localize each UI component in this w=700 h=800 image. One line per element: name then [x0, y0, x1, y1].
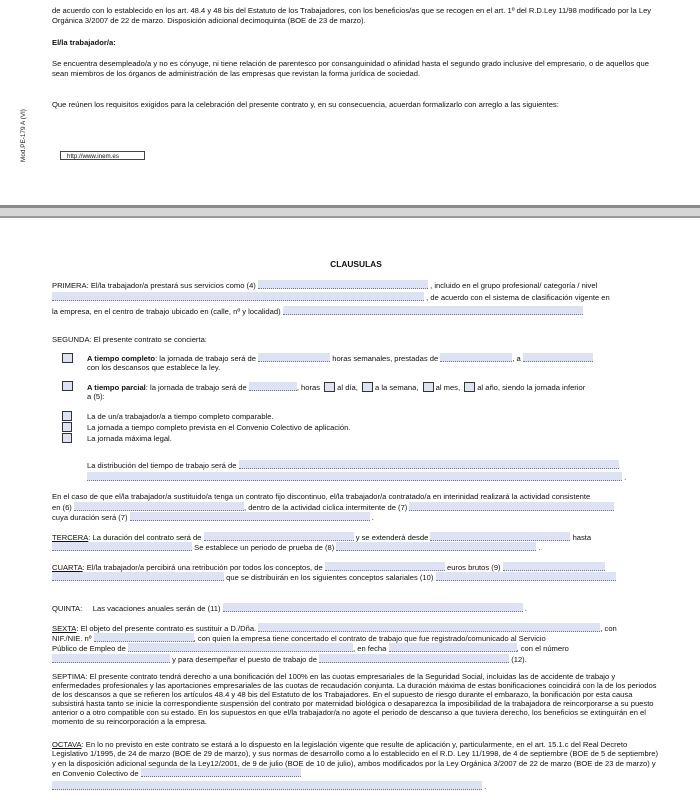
octava-convenio-field-2[interactable]: [52, 781, 482, 790]
parcial-checkbox[interactable]: [62, 381, 73, 391]
primera-line2: [52, 292, 660, 303]
fijo-line3-text: cuya duración será (7): [52, 513, 128, 522]
octava-line-end: .: [52, 781, 660, 792]
fijo-line2-mid: , dentro de la actividad cíclica intermitente de (7): [243, 503, 408, 512]
segunda-head: SEGUNDA: El presente contrato se concierta:: [52, 335, 207, 344]
distribucion-line: [87, 460, 660, 471]
page-top: [0, 0, 700, 205]
fijo-line2-text: en (6): [52, 503, 72, 512]
fijo-cycle-field[interactable]: [409, 502, 614, 511]
sexta-fecha: , en fecha: [353, 644, 387, 653]
cuarta-line2-text: que se distribuirán en los siguientes conceptos salariales (10): [226, 573, 434, 582]
primera-text: PRIMERA: El/la trabajador/a prestará sus servicios como (4): [52, 281, 256, 290]
primera-text-end: , incluido en el grupo profesional/ categoría / nivel: [430, 281, 598, 290]
primera-job-field[interactable]: [258, 280, 428, 289]
opt-ano: al año, siendo la jornada inferior: [477, 383, 586, 392]
opt2-label: La jornada a tiempo completo prevista en el Convenio Colectivo de aplicación.: [87, 423, 351, 432]
completo-hours-field[interactable]: [258, 353, 330, 362]
fijo-line1: En el caso de que el/la trabajador/a sustituido/a tenga un contrato fijo discontinuo, el/la trabajador/a contratado/a en interinidad realizará la actividad consistente: [52, 492, 591, 501]
cuarta-line: [52, 562, 660, 573]
fijo-line2: [52, 502, 660, 513]
sexta-line4-mid: y para desempeñar el puesto de trabajo de: [172, 655, 317, 664]
sexta-date-field[interactable]: [389, 643, 517, 652]
completo-checkbox[interactable]: [62, 353, 73, 363]
opt3-label: La jornada máxima legal.: [87, 434, 172, 443]
cuarta-text: : El/la trabajador/a percibirá una retribución por todos los conceptos, de: [82, 563, 323, 572]
parcial-label: A tiempo parcial: [87, 383, 146, 392]
website-link[interactable]: http://www.inem.es: [60, 151, 145, 160]
primera-line2-text: , de acuerdo con el sistema de clasificación vigente en: [426, 293, 610, 302]
sexta-label: SEXTA: [52, 624, 77, 633]
sexta-name-field[interactable]: [258, 623, 600, 632]
quinta-line: QUINTA: Las vacaciones anuales serán de (11) .: [52, 604, 527, 613]
page-clauses: [0, 218, 700, 800]
octava-paragraph: [52, 740, 660, 779]
primera-line3: [52, 306, 660, 317]
dia-checkbox[interactable]: [324, 382, 335, 392]
sexta-line3: [52, 643, 660, 654]
opt-mes: al mes,: [435, 383, 461, 392]
primera-line1: [52, 280, 660, 291]
quinta-text: Las vacaciones anuales serán de (11): [92, 604, 221, 613]
sexta-number-field[interactable]: [52, 654, 170, 663]
completo-text: : la jornada de trabajo será de: [155, 354, 256, 363]
cuarta-label: CUARTA: [52, 563, 83, 572]
tercera-line2: Se establece un periodo de prueba de (8) .: [52, 542, 660, 553]
agreement-paragraph: Que reúnen los requisitos exigidos para la celebración del presente contrato y, en su consecuencia, acuerdan formalizarlo con arreglo a las siguientes:: [52, 100, 559, 109]
primera-line3-text: la empresa, en el centro de trabajo ubicado en (calle, nº y localidad): [52, 307, 281, 316]
tercera-text: : La duración del contrato será de: [88, 533, 202, 542]
tercera-end: hasta: [572, 533, 592, 542]
parcial-text: : la jornada de trabajo será de: [145, 383, 247, 392]
sexta-line4-end: (12).: [511, 655, 527, 664]
completo-to-field[interactable]: [523, 353, 593, 362]
tercera-duration-field[interactable]: [204, 532, 354, 541]
clauses-title: CLAUSULAS: [330, 260, 382, 269]
distribucion-field-2[interactable]: [87, 472, 622, 481]
tercera-label: TERCERA: [52, 533, 89, 542]
tercera-to-field[interactable]: [52, 542, 192, 551]
fijo-activity-field[interactable]: [74, 502, 244, 511]
page-separator: [0, 205, 700, 218]
distribucion-field[interactable]: [239, 460, 619, 469]
cuarta-concepts-field[interactable]: [436, 572, 616, 581]
parcial-hours-field[interactable]: [249, 382, 297, 391]
distribucion-line2: .: [87, 472, 660, 483]
quinta-label: QUINTA:: [52, 604, 83, 613]
primera-category-field[interactable]: [52, 292, 424, 301]
cuarta-line2: [52, 572, 660, 583]
ano-checkbox[interactable]: [464, 382, 475, 392]
sexta-line2-mid: , con quien la empresa tiene concertado el contrato de trabajo que fue registrado/comunicado al Servicio: [193, 634, 546, 643]
sexta-line: [52, 623, 660, 634]
opt-dia: al día,: [337, 383, 358, 392]
worker-heading: El/la trabajador/a:: [52, 38, 116, 47]
sexta-line2-text: NIF./NIE. nº: [52, 634, 92, 643]
cuarta-amount-field-2[interactable]: [52, 572, 224, 581]
tercera-from-field[interactable]: [430, 532, 570, 541]
semana-checkbox[interactable]: [362, 382, 373, 392]
tercera-line: [52, 532, 660, 543]
sexta-line4: [52, 654, 660, 665]
tercera-mid: y se extenderá desde: [355, 533, 429, 542]
worker-paragraph: Se encuentra desempleado/a y no es cónyuge, ni tiene relación de parentesco por consanguinidad o afinidad hasta el segundo grado inclusive del empresario, o de aquellos que sean miembros de los órganos de administración de las empresas que revistan la forma jurídica de sociedad.: [52, 59, 649, 78]
completo-line2: con los descansos que establece la ley.: [87, 363, 221, 372]
opt1-label: La de un/a trabajador/a a tiempo completo comparable.: [87, 412, 274, 421]
completo-mid: horas semanales, prestadas de: [332, 354, 439, 363]
tercera-line2-text: Se establece un periodo de prueba de (8): [194, 543, 335, 552]
fijo-line3: cuya duración será (7) .: [52, 513, 374, 522]
septima-paragraph: SEPTIMA: El presente contrato tendrá derecho a una bonificación del 100% en las cuotas empresariales de la Seguridad Social, incluidas las de accidente de trabajo y enfermedades profesionales y las aportaciones empresariales de las cuotas de recaudación conjunta. La duración máxima de estas bonificaciones coincidirá con la de los periodos de los descansos a que se refieren los artículos 48.4 y 48 bis del Estatuto de los Trabajadores. En el supuesto de riesgo durante el embarazo, la bonificación por esta causa subsistirá hasta tanto se inicie la correspondiente suspensión del contrato por maternidad biológica o desaparezca la imposibilidad de la trabajadora de reincorporarse a su puesto anterior o a otro compatible con su estado. En los supuestos en que el/la trabajador/a no agote el periodo de descanso a que tuviera derecho, los beneficios se extinguirán en el momento de su reincorporación a la empresa.: [52, 672, 657, 726]
opt-semana: a la semana,: [374, 383, 419, 392]
form-code: Mod.PE-179 A (VI): [20, 109, 27, 162]
sexta-line2: [52, 633, 660, 644]
parcial-horas: , horas: [296, 383, 321, 392]
tercera-trial-field[interactable]: [336, 542, 536, 551]
completo-line: [87, 353, 660, 364]
sexta-line3-text: Público de Empleo de: [52, 644, 126, 653]
cuarta-mid: euros brutos (9): [446, 563, 501, 572]
primera-address-field[interactable]: [283, 306, 583, 315]
fijo-duration-field[interactable]: [130, 512, 370, 521]
parcial-line2: a (5):: [87, 392, 105, 401]
sexta-numero: , con el número: [516, 644, 569, 653]
octava-label: OCTAVA: [52, 740, 82, 749]
completo-from-field[interactable]: [440, 353, 512, 362]
sexta-text: : El objeto del presente contrato es sustituir a D./Dña.: [76, 624, 257, 633]
cuarta-gross-field[interactable]: [503, 562, 605, 571]
opt3-checkbox[interactable]: [62, 433, 72, 443]
completo-a: , a: [512, 354, 521, 363]
intro-paragraph: de acuerdo con lo establecido en los art. 48.4 y 48 bis del Estatuto de los Trabajadores, con los beneficios/as que se recogen en el art. 1º del R.D.Ley 11/98 modificado por la Ley Orgánica 3/2007 de 22 de marzo. Disposición adicional decimoquinta (BOE de 23 de marzo).: [52, 6, 652, 25]
sexta-con: , con: [600, 624, 617, 633]
octava-convenio-field[interactable]: [141, 768, 301, 777]
distribucion-text: La distribución del tiempo de trabajo será de: [87, 461, 237, 470]
opt1-checkbox[interactable]: [62, 411, 72, 421]
opt2-checkbox[interactable]: [62, 422, 72, 432]
quinta-vacation-field[interactable]: [223, 603, 523, 612]
sexta-post-field[interactable]: [319, 654, 509, 663]
mes-checkbox[interactable]: [423, 382, 434, 392]
cuarta-amount-field[interactable]: [325, 562, 445, 571]
parcial-line: [87, 382, 660, 393]
octava-text: : En lo no previsto en este contrato se estará a lo dispuesto en la legislación vigente que resulte de aplicación y, particularmente, en el art. 15.1.c del Real Decreto Legislativo 1/1995, de 24 de marzo (BOE de 29 de marzo), y sus normas de desarrollo como a lo establecido en el R.D. Ley 11/1998, de 4 de septiembre (BOE de 5 de septiembre) y en la disposición adicional segunda de la Ley12/2001, de 9 de julio (BOE de 10 de julio), ambos modificados por la Ley Orgánica 3/2007 de 22 de marzo (BOE de 23 de marzo) y en Convenio Colectivo de: [52, 740, 659, 779]
sexta-service-field[interactable]: [128, 643, 353, 652]
completo-label: A tiempo completo: [87, 354, 156, 363]
sexta-nif-field[interactable]: [94, 633, 194, 642]
